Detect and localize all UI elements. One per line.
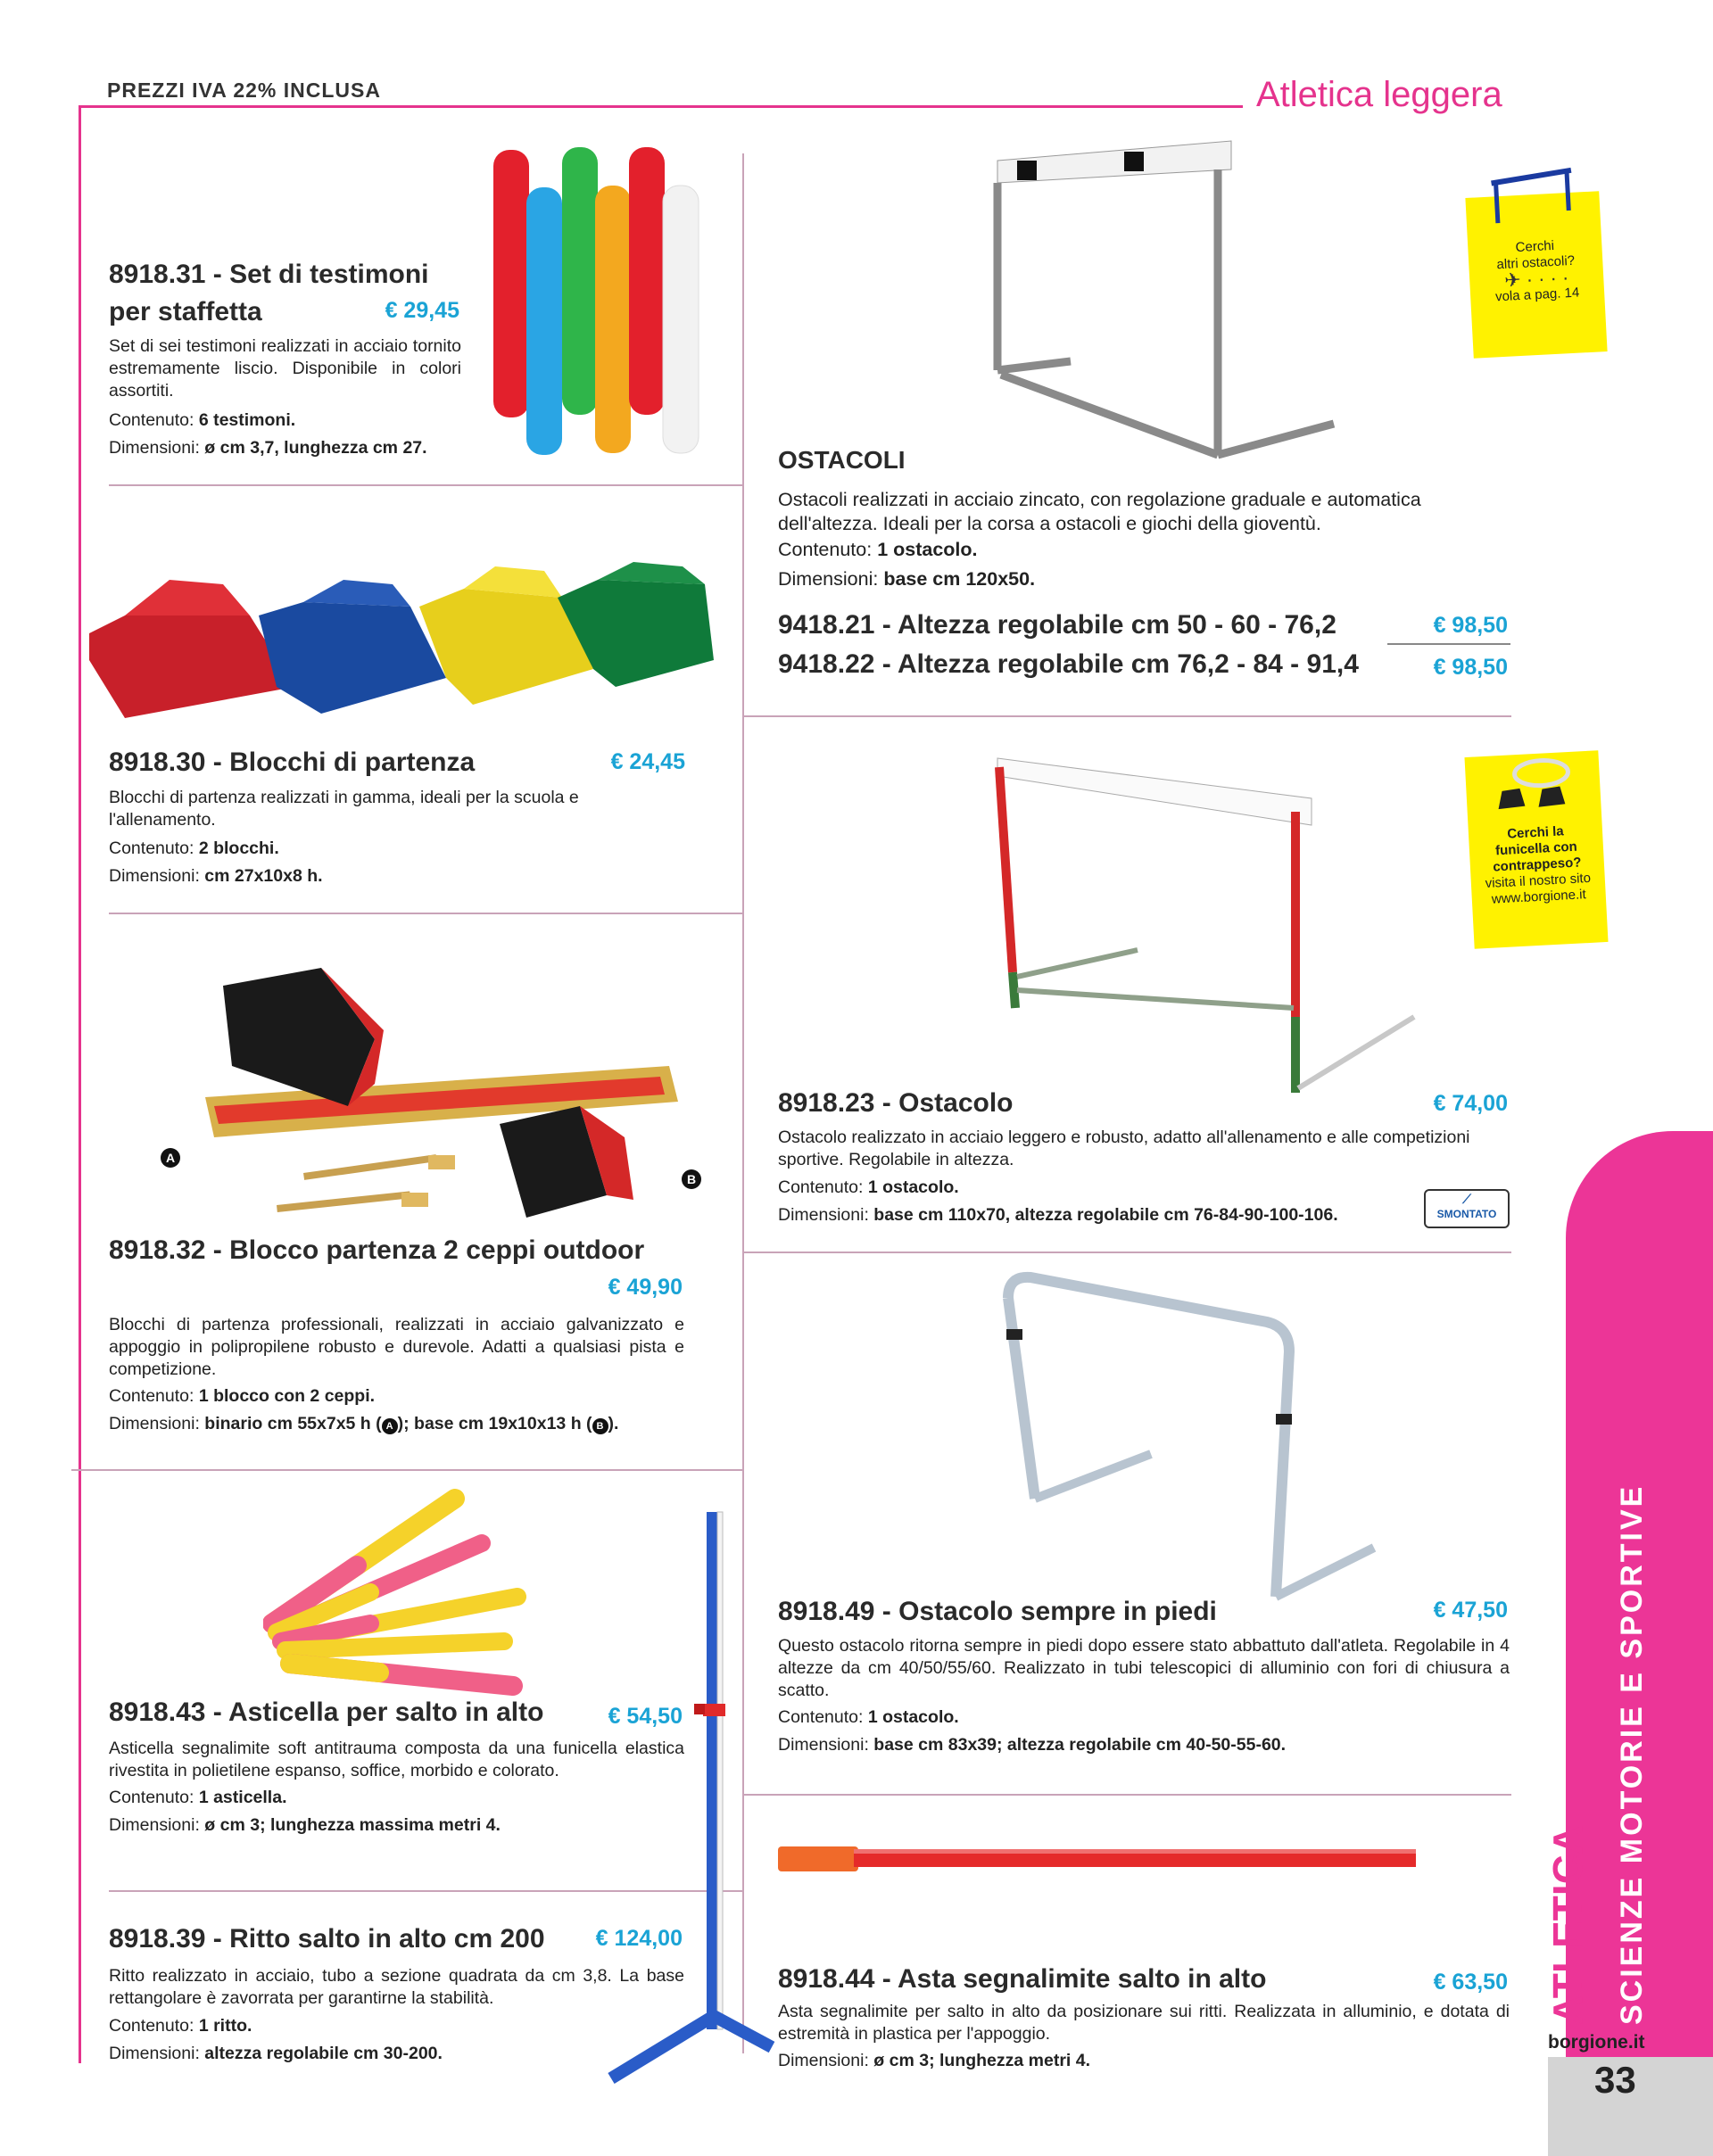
- left-rule: [79, 105, 81, 2063]
- desc-891844: Asta segnalimite per salto in alto da posizionare sui ritti. Realizzata in alluminio, e dotata di estremità in plastica per l'appoggio.: [778, 2002, 1510, 2044]
- product-name: Altezza regolabile cm 50 - 60 - 76,2: [898, 610, 1336, 640]
- dim-891843: Dimensioni: ø cm 3; lunghezza massima metri 4.: [109, 1815, 501, 1835]
- callout-link[interactable]: www.borgione.it: [1491, 887, 1587, 907]
- content-891823: Contenuto: 1 ostacolo.: [778, 1177, 959, 1197]
- product-image-block-outdoor: [161, 959, 696, 1227]
- dim-891823: Dimensioni: base cm 110x70, altezza regolabile cm 76-84-90-100-106.: [778, 1205, 1338, 1225]
- separator: [744, 715, 1511, 717]
- callout-link[interactable]: vola a pag. 14: [1494, 285, 1580, 305]
- callout-rope-counterweight[interactable]: [1464, 750, 1608, 949]
- product-code: 8918.30: [109, 748, 206, 777]
- callout-text: altri ostacoli?: [1496, 252, 1576, 273]
- title-891839: 8918.39 - Ritto salto in alto cm 200: [109, 1924, 545, 1954]
- header-rule: [79, 105, 1243, 108]
- title-ostacoli: OSTACOLI: [778, 446, 906, 474]
- product-name: Blocco partenza 2 ceppi outdoor: [229, 1235, 645, 1265]
- callout-other-hurdles[interactable]: [1465, 191, 1607, 359]
- disassembled-badge: ⟋ SMONTATO: [1424, 1189, 1510, 1228]
- product-code: 8918.31: [109, 260, 206, 289]
- dim-891849: Dimensioni: base cm 83x39; altezza regolabile cm 40-50-55-60.: [778, 1735, 1287, 1755]
- product-image-starting-blocks: [89, 562, 714, 731]
- content-891843: Contenuto: 1 asticella.: [109, 1788, 287, 1807]
- product-code: 9418.21: [778, 610, 875, 640]
- content-891831: Contenuto: 6 testimoni.: [109, 410, 296, 430]
- variant-941821: 9418.21 - Altezza regolabile cm 50 - 60 - 76,2: [778, 610, 1336, 640]
- label-b-badge: B: [682, 1169, 701, 1189]
- site-url[interactable]: borgione.it: [1548, 2032, 1645, 2053]
- variant-941822: 9418.22 - Altezza regolabile cm 76,2 - 84 - 91,4: [778, 649, 1359, 679]
- desc-891839: Ritto realizzato in acciaio, tubo a sezione quadrata da cm 3,8. La base rettangolare è zavorrata per garantirne la stabilità.: [109, 1966, 684, 2008]
- label-a-badge: A: [161, 1148, 180, 1168]
- dim-891832: Dimensioni: binario cm 55x7x5 h ( A ); base cm 19x10x13 h ( B ).: [109, 1414, 619, 1433]
- product-code: 8918.23: [778, 1088, 875, 1118]
- desc-891831: Set di sei testimoni realizzati in acciaio tornito estremamente liscio. Disponibile in colori assortiti.: [109, 336, 461, 401]
- dim-ostacoli: Dimensioni: base cm 120x50.: [778, 568, 1036, 590]
- callout-text: visita il nostro sito: [1485, 870, 1592, 892]
- title-891831-line2: per staffetta: [109, 297, 262, 326]
- desc-891843: Asticella segnalimite soft antitrauma composta da una funicella elastica rivestita in polietilene espanso, soffice, morbido e colorato.: [109, 1739, 684, 1780]
- price-941822: € 98,50: [1433, 655, 1508, 680]
- dim-891839: Dimensioni: altezza regolabile cm 30-200.: [109, 2044, 443, 2063]
- product-name: Ostacolo sempre in piedi: [898, 1597, 1217, 1626]
- product-name: Asta segnalimite salto in alto: [898, 1964, 1267, 1994]
- product-code: 8918.49: [778, 1597, 875, 1626]
- product-image-spring-hurdle: [990, 1267, 1383, 1623]
- desc-891830: Blocchi di partenza realizzati in gamma, ideali per la scuola e l'allenamento.: [109, 788, 579, 830]
- section-title: Atletica leggera: [1256, 75, 1502, 114]
- category-label: ATLETICA: [1544, 1824, 1591, 2025]
- product-name: Blocchi di partenza: [229, 748, 476, 777]
- price-891832: € 49,90: [608, 1275, 683, 1300]
- dim-891831: Dimensioni: ø cm 3,7, lunghezza cm 27.: [109, 438, 427, 458]
- separator: [109, 484, 742, 486]
- dim-891830: Dimensioni: cm 27x10x8 h.: [109, 866, 323, 886]
- product-code: 9418.22: [778, 649, 875, 679]
- separator: [1387, 643, 1510, 645]
- product-name: Set di testimoni: [229, 260, 429, 289]
- product-code: 8918.32: [109, 1235, 206, 1265]
- content-891832: Contenuto: 1 blocco con 2 ceppi.: [109, 1386, 376, 1406]
- price-891830: € 24,45: [610, 749, 685, 774]
- price-891849: € 47,50: [1433, 1598, 1508, 1623]
- product-image-soft-crossbar: [263, 1481, 540, 1704]
- content-891849: Contenuto: 1 ostacolo.: [778, 1707, 959, 1727]
- price-891843: € 54,50: [608, 1704, 683, 1729]
- separator: [744, 1251, 1511, 1253]
- title-891849: 8918.49 - Ostacolo sempre in piedi: [778, 1597, 1217, 1626]
- content-891839: Contenuto: 1 ritto.: [109, 2016, 252, 2036]
- callout-text: contrappeso?: [1492, 855, 1582, 875]
- product-name: Altezza regolabile cm 76,2 - 84 - 91,4: [898, 649, 1359, 679]
- title-891844: 8918.44 - Asta segnalimite salto in alto: [778, 1964, 1267, 1994]
- paper-plane-icon: ✈ · · · ·: [1503, 266, 1569, 292]
- callout-text: Cerchi: [1515, 237, 1555, 256]
- product-code: 8918.44: [778, 1964, 875, 1994]
- title-891830: 8918.30 - Blocchi di partenza: [109, 748, 476, 777]
- title-891823: 8918.23 - Ostacolo: [778, 1088, 1014, 1118]
- price-891839: € 124,00: [595, 1926, 683, 1951]
- product-image-marker-pole: [778, 1842, 1420, 1878]
- product-name: Ostacolo: [898, 1088, 1014, 1118]
- callout-text: Cerchi la: [1506, 823, 1565, 842]
- separator: [109, 913, 742, 914]
- product-image-hurdle-red-white: [981, 749, 1428, 1106]
- product-name: Ritto salto in alto cm 200: [229, 1924, 545, 1954]
- price-891831: € 29,45: [385, 298, 459, 323]
- desc-891832: Blocchi di partenza professionali, realizzati in acciaio galvanizzato e appoggio in polipropilene robusto e durevole. Adatti a qualsiasi pista e competizione.: [109, 1315, 684, 1379]
- dim-891844: Dimensioni: ø cm 3; lunghezza metri 4.: [778, 2051, 1091, 2070]
- desc-ostacoli: Ostacoli realizzati in acciaio zincato, con regolazione graduale e automatica dell'altezza. Ideali per la corsa a ostacoli e giochi della gioventù.: [778, 489, 1421, 534]
- screwdriver-icon: ⟋: [1462, 1192, 1471, 1206]
- title-891832: 8918.32 - Blocco partenza 2 ceppi outdoor: [109, 1235, 645, 1265]
- price-891823: € 74,00: [1433, 1091, 1508, 1116]
- product-image-hurdle-galvanized: [981, 134, 1347, 473]
- product-name: Asticella per salto in alto: [228, 1698, 544, 1727]
- callout-text: funicella con: [1494, 838, 1578, 859]
- title-891831: 8918.31 - Set di testimoni: [109, 260, 429, 289]
- rope-weights-icon: [1464, 750, 1601, 829]
- page-number: 33: [1594, 2059, 1636, 2101]
- product-image-baton-set: [486, 143, 709, 455]
- desc-891823: Ostacolo realizzato in acciaio leggero e robusto, adatto all'allenamento e alle competizioni sportive. Regolabile in altezza.: [778, 1128, 1470, 1169]
- content-ostacoli: Contenuto: 1 ostacolo.: [778, 539, 978, 560]
- title-891843: 8918.43 - Asticella per salto in alto: [109, 1698, 544, 1727]
- product-code: 8918.43: [109, 1698, 206, 1727]
- product-code: 8918.39: [109, 1924, 206, 1954]
- subcategory-label: SCIENZE MOTORIE E SPORTIVE: [1615, 1483, 1649, 2025]
- vat-note: PREZZI IVA 22% INCLUSA: [107, 78, 381, 102]
- page-number-box: [1548, 2057, 1713, 2156]
- separator: [744, 1794, 1511, 1796]
- separator: [71, 1469, 742, 1471]
- price-941821: € 98,50: [1433, 613, 1508, 638]
- desc-891849: Questo ostacolo ritorna sempre in piedi dopo essere stato abbattuto dall'atleta. Regolabile in 4 altezze da cm 40/50/55/60. Realizzato in tubi telescopici di alluminio con fori di chiusura a scatto.: [778, 1636, 1510, 1700]
- price-891844: € 63,50: [1433, 1970, 1508, 1995]
- content-891830: Contenuto: 2 blocchi.: [109, 838, 279, 858]
